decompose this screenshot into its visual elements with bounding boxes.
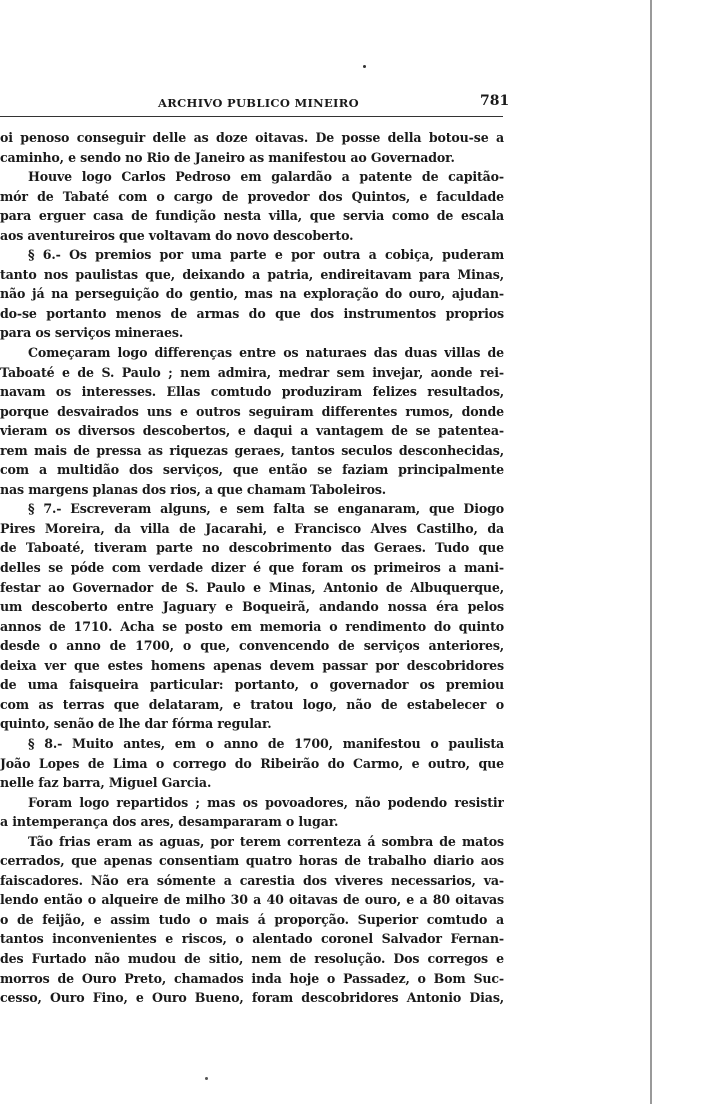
text-line: desde o anno de 1700, o que, convencendo de serviços anteriores,: [0, 638, 504, 654]
text-line: aos aventureiros que voltavam do novo descoberto.: [0, 227, 354, 243]
text-line: cesso, Ouro Fino, e Ouro Bueno, foram descobridores Antonio Dias,: [0, 990, 504, 1006]
text-line: delles se póde com verdade dizer é que foram os primeiros a mani-: [0, 560, 504, 576]
text-line: Houve logo Carlos Pedroso em galardão a patente de capitão-: [28, 169, 504, 185]
text-line: festar ao Governador de S. Paulo e Minas, Antonio de Albuquerque,: [0, 579, 504, 595]
text-line: oi penoso conseguir delle as doze oitavas. De posse della botou-se a: [0, 130, 504, 145]
text-line: morros de Ouro Preto, chamados inda hoje o Passadez, o Bom Suc-: [0, 970, 504, 986]
text-line: annos de 1710. Acha se posto em memoria o rendimento do quinto: [0, 618, 504, 634]
text-line: Pires Moreira, da villa de Jacarahi, e Francisco Alves Castilho, da: [0, 520, 504, 536]
text-line: Taboaté e de S. Paulo ; nem admira, medrar sem invejar, aonde rei-: [0, 364, 504, 380]
text-line: vieram os diversos descobertos, e daqui a vantagem de se patentea-: [0, 423, 504, 439]
text-line: para erguer casa de fundição nesta villa, que servia como de escala: [0, 208, 504, 224]
text-line: de uma faisqueira particular: portanto, o governador os premiou: [0, 677, 504, 693]
page-number: 781: [480, 93, 510, 109]
text-line: § 7.- Escreveram alguns, e sem falta se enganaram, que Diogo: [28, 501, 504, 517]
text-line: o de feijão, e assim tudo o mais á proporção. Superior comtudo a: [0, 911, 504, 927]
text-line: rem mais de pressa as riquezas geraes, tantos seculos desconhecidas,: [0, 442, 504, 458]
text-line: nelle faz barra, Miguel Garcia.: [0, 775, 212, 791]
text-line: Tão frias eram as aguas, por terem correnteza á sombra de matos: [28, 833, 504, 849]
text-line: Começaram logo differenças entre os naturaes das duas villas de: [28, 345, 504, 361]
body-text: [0, 128, 504, 1008]
text-line: não já na perseguição do gentio, mas na exploração do ouro, ajudan-: [0, 286, 504, 302]
speck-top: [363, 65, 366, 68]
text-line: com as terras que delataram, e tratou logo, não de estabelecer o: [0, 696, 504, 712]
text-line: faiscadores. Não era sómente a carestia dos viveres necessarios, va-: [0, 872, 504, 888]
text-line: para os serviços mineraes.: [0, 325, 184, 341]
text-line: nas margens planas dos rios, a que chamam Taboleiros.: [0, 481, 387, 497]
running-title: ARCHIVO PUBLICO MINEIRO: [158, 96, 359, 110]
text-line: § 8.- Muito antes, em o anno de 1700, manifestou o paulista: [28, 735, 504, 751]
text-line: um descoberto entre Jaguary e Boqueirã, andando nossa éra pelos: [0, 599, 504, 615]
text-line: tanto nos paulistas que, deixando a patria, endireitavam para Minas,: [0, 266, 504, 282]
page-gutter-shadow: [650, 0, 652, 1104]
running-head: [0, 95, 520, 115]
text-line: lendo então o alqueire de milho 30 a 40 oitavas de ouro, e a 80 oitavas: [0, 892, 504, 908]
text-line: deixa ver que estes homens apenas devem passar por descobridores: [0, 657, 504, 673]
text-line: cerrados, que apenas consentiam quatro horas de trabalho diario aos: [0, 853, 504, 869]
header-rule: [0, 116, 503, 117]
text-line: caminho, e sendo no Rio de Janeiro as manifestou ao Governador.: [0, 149, 455, 165]
text-line: mór de Tabaté com o cargo de provedor dos Quintos, e faculdade: [0, 188, 504, 204]
text-line: a intemperança dos ares, desampararam o lugar.: [0, 814, 339, 830]
text-line: com a multidão dos serviços, que então se faziam principalmente: [0, 462, 504, 478]
text-line: de Taboaté, tiveram parte no descobrimento das Geraes. Tudo que: [0, 540, 504, 556]
text-line: tantos inconvenientes e riscos, o alentado coronel Salvador Fernan-: [0, 931, 504, 947]
text-line: des Furtado não mudou de sitio, nem de resolução. Dos corregos e: [0, 950, 504, 966]
text-line: § 6.- Os premios por uma parte e por outra a cobiça, puderam: [28, 247, 504, 263]
speck-bottom: [205, 1077, 208, 1080]
text-line: do-se portanto menos de armas do que dos instrumentos proprios: [0, 305, 504, 321]
text-line: João Lopes de Lima o corrego do Ribeirão do Carmo, e outro, que: [0, 755, 504, 771]
text-line: Foram logo repartidos ; mas os povoadores, não podendo resistir: [28, 794, 504, 810]
text-line: quinto, senão de lhe dar fórma regular.: [0, 716, 272, 732]
text-line: navam os interesses. Ellas comtudo produziram felizes resultados,: [0, 384, 504, 400]
text-line: porque desvairados uns e outros seguiram differentes rumos, donde: [0, 403, 504, 419]
